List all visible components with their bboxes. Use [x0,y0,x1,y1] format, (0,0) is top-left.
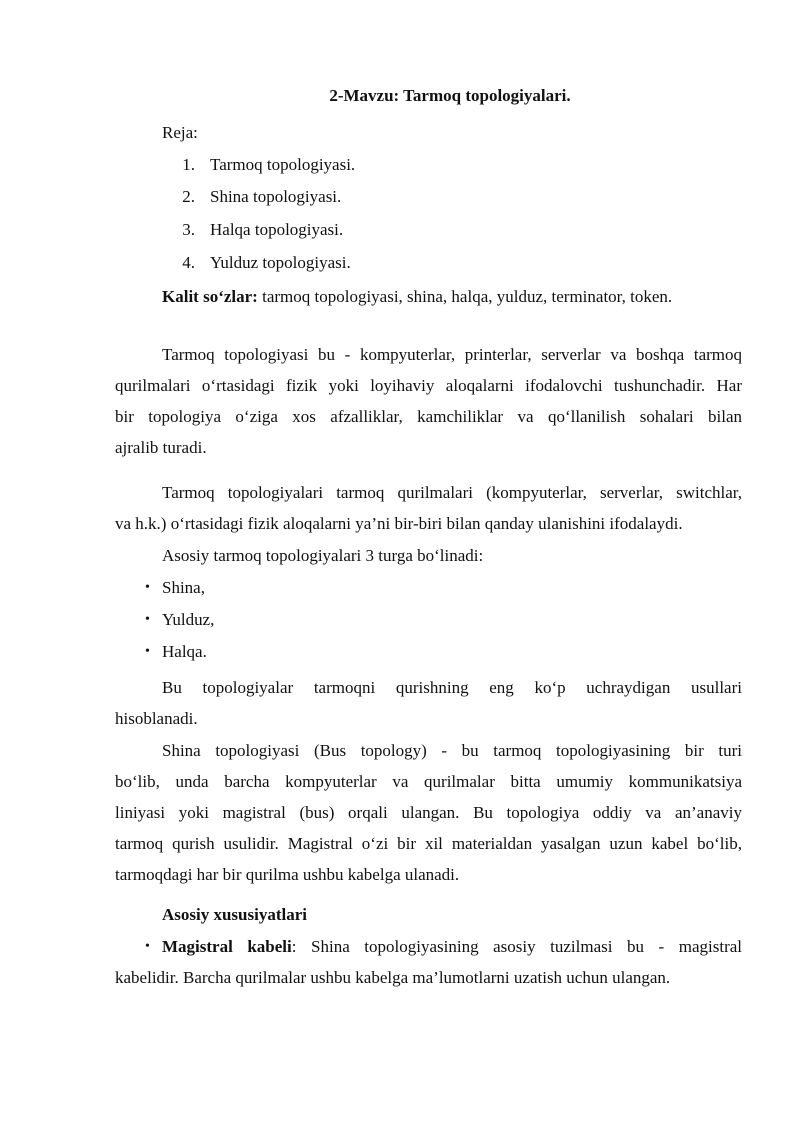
bullet-icon: • [145,580,150,595]
paragraph-line: liniyasi yoki magistral (bus) orqali ulangan. Bu topologiya oddiy va an’anaviy [115,803,742,822]
plan-item: Shina topologiyasi. [210,187,342,206]
paragraph-line: bir topologiya o‘ziga xos afzalliklar, kamchiliklar va qo‘llanilish sohalari bilan [115,407,742,426]
paragraph-line: ajralib turadi. [115,438,207,457]
keywords-text: tarmoq topologiyasi, shina, halqa, yulduz, terminator, token. [257,287,673,306]
bullet-icon: • [145,612,150,627]
feature-line [115,931,742,962]
paragraph-line: va h.k.) o‘rtasidagi fizik aloqalarni ya’ni bir-biri bilan qanday ulanishini ifodalaydi. [115,514,683,533]
paragraph-line: Bu topologiyalar tarmoqni qurishning eng ko‘p uchraydigan usullari [162,678,742,697]
paragraph-line: hisoblanadi. [115,709,198,728]
plan-item: Halqa topologiyasi. [210,220,344,239]
paragraph-line: qurilmalari o‘rtasidagi fizik yoki loyihaviy aloqalarni ifodalovchi tushunchadir. Har [115,376,742,395]
paragraph-line: tarmoq qurish usulidir. Magistral o‘zi bir xil materialdan yasalgan uzun kabel bo‘lib, [115,834,742,853]
paragraph-line: bo‘lib, unda barcha kompyuterlar va qurilmalar bitta umumiy kommunikatsiya [115,772,742,791]
paragraph-usage [115,672,742,734]
paragraph-types-intro [115,540,742,571]
paragraph-definition [115,477,742,539]
plan-item-number: 2. [182,187,195,206]
plan-item: Tarmoq topologiyasi. [210,155,356,174]
paragraph-line: Asosiy tarmoq topologiyalari 3 turga bo‘linadi: [162,546,484,565]
paragraph-line: Tarmoq topologiyasi bu - kompyuterlar, printerlar, serverlar va boshqa tarmoq [162,345,742,364]
plan-item-number: 4. [182,253,195,272]
features-heading: Asosiy xususiyatlari [162,905,307,924]
paragraph-line: Shina topologiyasi (Bus topology) - bu tarmoq topologiyasining bir turi [162,741,742,760]
page-title: 2-Mavzu: Tarmoq topologiyalari. [329,86,571,105]
type-item: Yulduz, [162,610,215,629]
paragraph-line: tarmoqdagi har bir qurilma ushbu kabelga ulanadi. [115,865,460,884]
paragraph-bus-topology [115,735,742,890]
keywords-label: Kalit so‘zlar: [162,287,258,306]
plan-label: Reja: [162,123,198,142]
keywords-line [162,287,672,307]
plan-item-number: 3. [182,220,195,239]
bullet-icon: • [145,939,150,954]
feature-line: kabelidir. Barcha qurilmalar ushbu kabelga ma’lumotlarni uzatish uchun ulangan. [115,968,671,987]
paragraph-line: Tarmoq topologiyalari tarmoq qurilmalari (kompyuterlar, serverlar, switchlar, [162,483,742,502]
type-item: Shina, [162,578,205,597]
feature-term: Magistral kabeli [162,937,292,956]
type-item: Halqa. [162,642,207,661]
feature-description: : Shina topologiyasining asosiy tuzilmasi bu - magistral [291,937,742,956]
bullet-icon: • [145,644,150,659]
feature-item [115,931,742,993]
plan-item-number: 1. [182,155,195,174]
plan-item: Yulduz topologiyasi. [210,253,351,272]
paragraph-intro [115,339,742,463]
